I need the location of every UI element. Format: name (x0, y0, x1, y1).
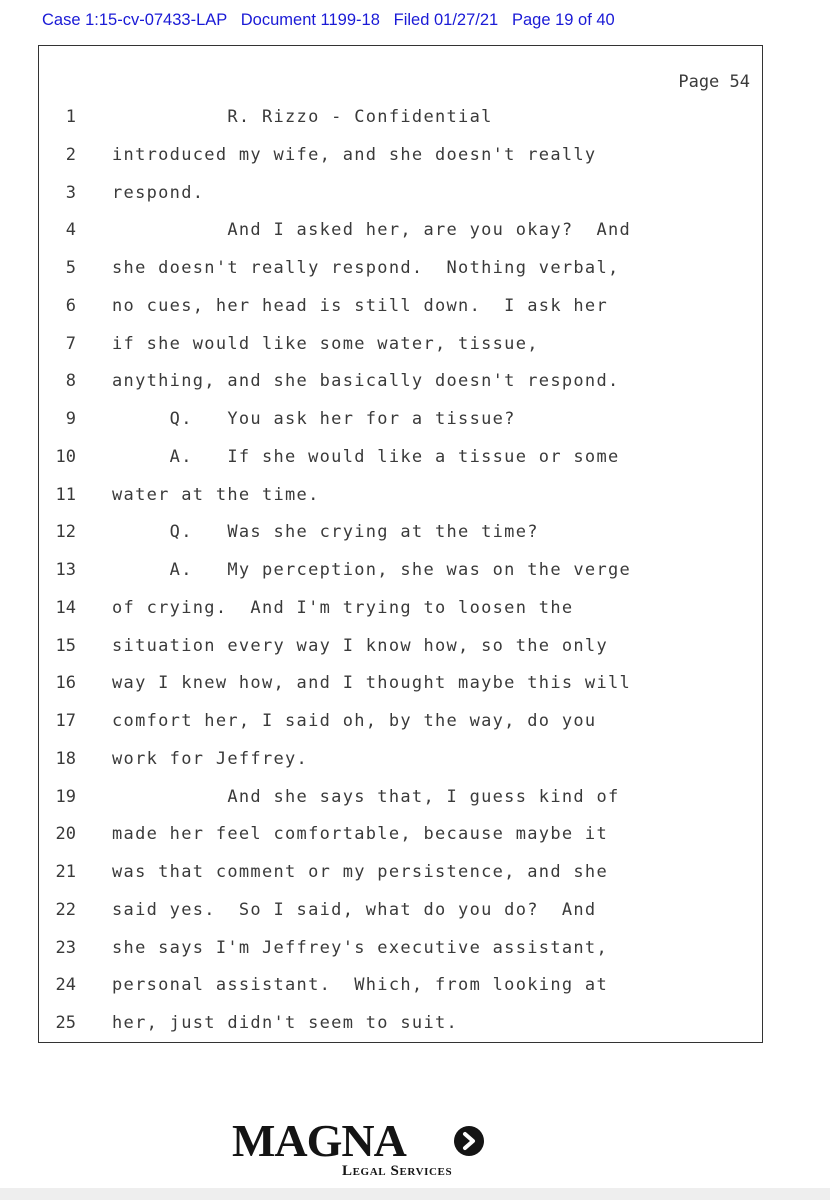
page-bottom-edge (0, 1188, 830, 1200)
line-number: 23 (55, 937, 76, 958)
transcript-line (39, 862, 762, 900)
line-number: 14 (55, 597, 76, 618)
line-number: 13 (55, 560, 76, 580)
line-number: 17 (55, 711, 76, 731)
transcript-line (39, 220, 762, 258)
line-number: 22 (55, 899, 76, 920)
logo-subtext: Legal Services (342, 1163, 453, 1179)
line-text: R. Rizzo - Confidential (112, 107, 493, 127)
line-number: 20 (55, 824, 76, 845)
filed-date: Filed 01/27/21 (393, 11, 499, 29)
transcript-line (39, 824, 762, 862)
transcript-line (39, 334, 762, 372)
transcript-line (39, 560, 762, 598)
line-text: situation every way I know how, so the only (112, 635, 608, 656)
transcript-line (39, 711, 762, 749)
transcript-line (39, 938, 762, 976)
transcript-line (39, 787, 762, 825)
page-of-total: Page 19 of 40 (511, 11, 615, 29)
line-text: was that comment or my persistence, and she (112, 862, 608, 882)
transcript-line (39, 975, 762, 1013)
transcript-line (39, 183, 762, 221)
line-number: 8 (65, 371, 76, 392)
transcript-line (39, 145, 762, 183)
transcript-line (39, 598, 762, 636)
document-number: Document 1199-18 (240, 11, 380, 29)
transcript-line (39, 749, 762, 787)
line-text: anything, and she basically doesn't respond. (112, 371, 620, 392)
line-text: of crying. And I'm trying to loosen the (112, 597, 574, 618)
line-number: 15 (55, 635, 76, 656)
magna-logo (232, 1115, 492, 1182)
line-text: comfort her, I said oh, by the way, do you (112, 711, 597, 731)
transcript-line (39, 296, 762, 334)
line-text: her, just didn't seem to suit. (112, 1013, 459, 1033)
line-number: 19 (55, 786, 76, 807)
line-number: 2 (65, 144, 76, 165)
line-text: water at the time. (112, 484, 320, 505)
line-text: way I knew how, and I thought maybe this will (112, 673, 632, 694)
line-text: A. If she would like a tissue or some (112, 446, 620, 467)
transcript-line (39, 1013, 762, 1051)
case-number: Case 1:15-cv-07433-LAP (42, 11, 227, 29)
line-number: 21 (55, 862, 76, 882)
transcript-page-number: Page 54 (678, 72, 750, 92)
line-number: 9 (65, 409, 76, 429)
line-text: if she would like some water, tissue, (112, 333, 539, 354)
line-text: A. My perception, she was on the verge (112, 560, 632, 580)
line-text: she says I'm Jeffrey's executive assistant, (112, 937, 608, 958)
document-header (42, 11, 615, 30)
line-number: 5 (65, 258, 76, 278)
line-number: 7 (65, 333, 76, 354)
line-number: 6 (65, 295, 76, 316)
line-text: respond. (112, 182, 205, 203)
transcript-line (39, 409, 762, 447)
line-text: introduced my wife, and she doesn't really (112, 144, 597, 165)
transcript-line (39, 900, 762, 938)
line-text: she doesn't really respond. Nothing verbal, (112, 258, 620, 278)
line-text: Q. Was she crying at the time? (112, 522, 539, 543)
line-text: And I asked her, are you okay? And (112, 220, 632, 241)
transcript-line (39, 522, 762, 560)
transcript-line (39, 258, 762, 296)
line-text: made her feel comfortable, because maybe it (112, 824, 608, 845)
transcript-line (39, 485, 762, 523)
line-number: 4 (65, 220, 76, 241)
line-number: 1 (65, 107, 76, 127)
line-number: 11 (55, 484, 76, 505)
line-number: 16 (55, 673, 76, 694)
chevron-right-circle-icon (454, 1126, 484, 1156)
line-number: 3 (65, 182, 76, 203)
transcript-line (39, 447, 762, 485)
line-text: Q. You ask her for a tissue? (112, 409, 516, 429)
transcript-line (39, 673, 762, 711)
logo-wordmark: MAGNA (232, 1115, 406, 1166)
transcript-line (39, 636, 762, 674)
line-number: 18 (55, 748, 76, 769)
line-text: And she says that, I guess kind of (112, 786, 620, 807)
transcript-line (39, 371, 762, 409)
transcript-line (39, 107, 762, 145)
line-text: personal assistant. Which, from looking at (112, 975, 608, 996)
line-number: 12 (55, 522, 76, 543)
line-text: said yes. So I said, what do you do? And (112, 899, 597, 920)
line-number: 24 (55, 975, 76, 996)
line-text: work for Jeffrey. (112, 748, 309, 769)
line-number: 25 (55, 1013, 76, 1033)
line-text: no cues, her head is still down. I ask her (112, 295, 608, 316)
line-number: 10 (55, 446, 76, 467)
transcript-page (38, 45, 763, 1043)
